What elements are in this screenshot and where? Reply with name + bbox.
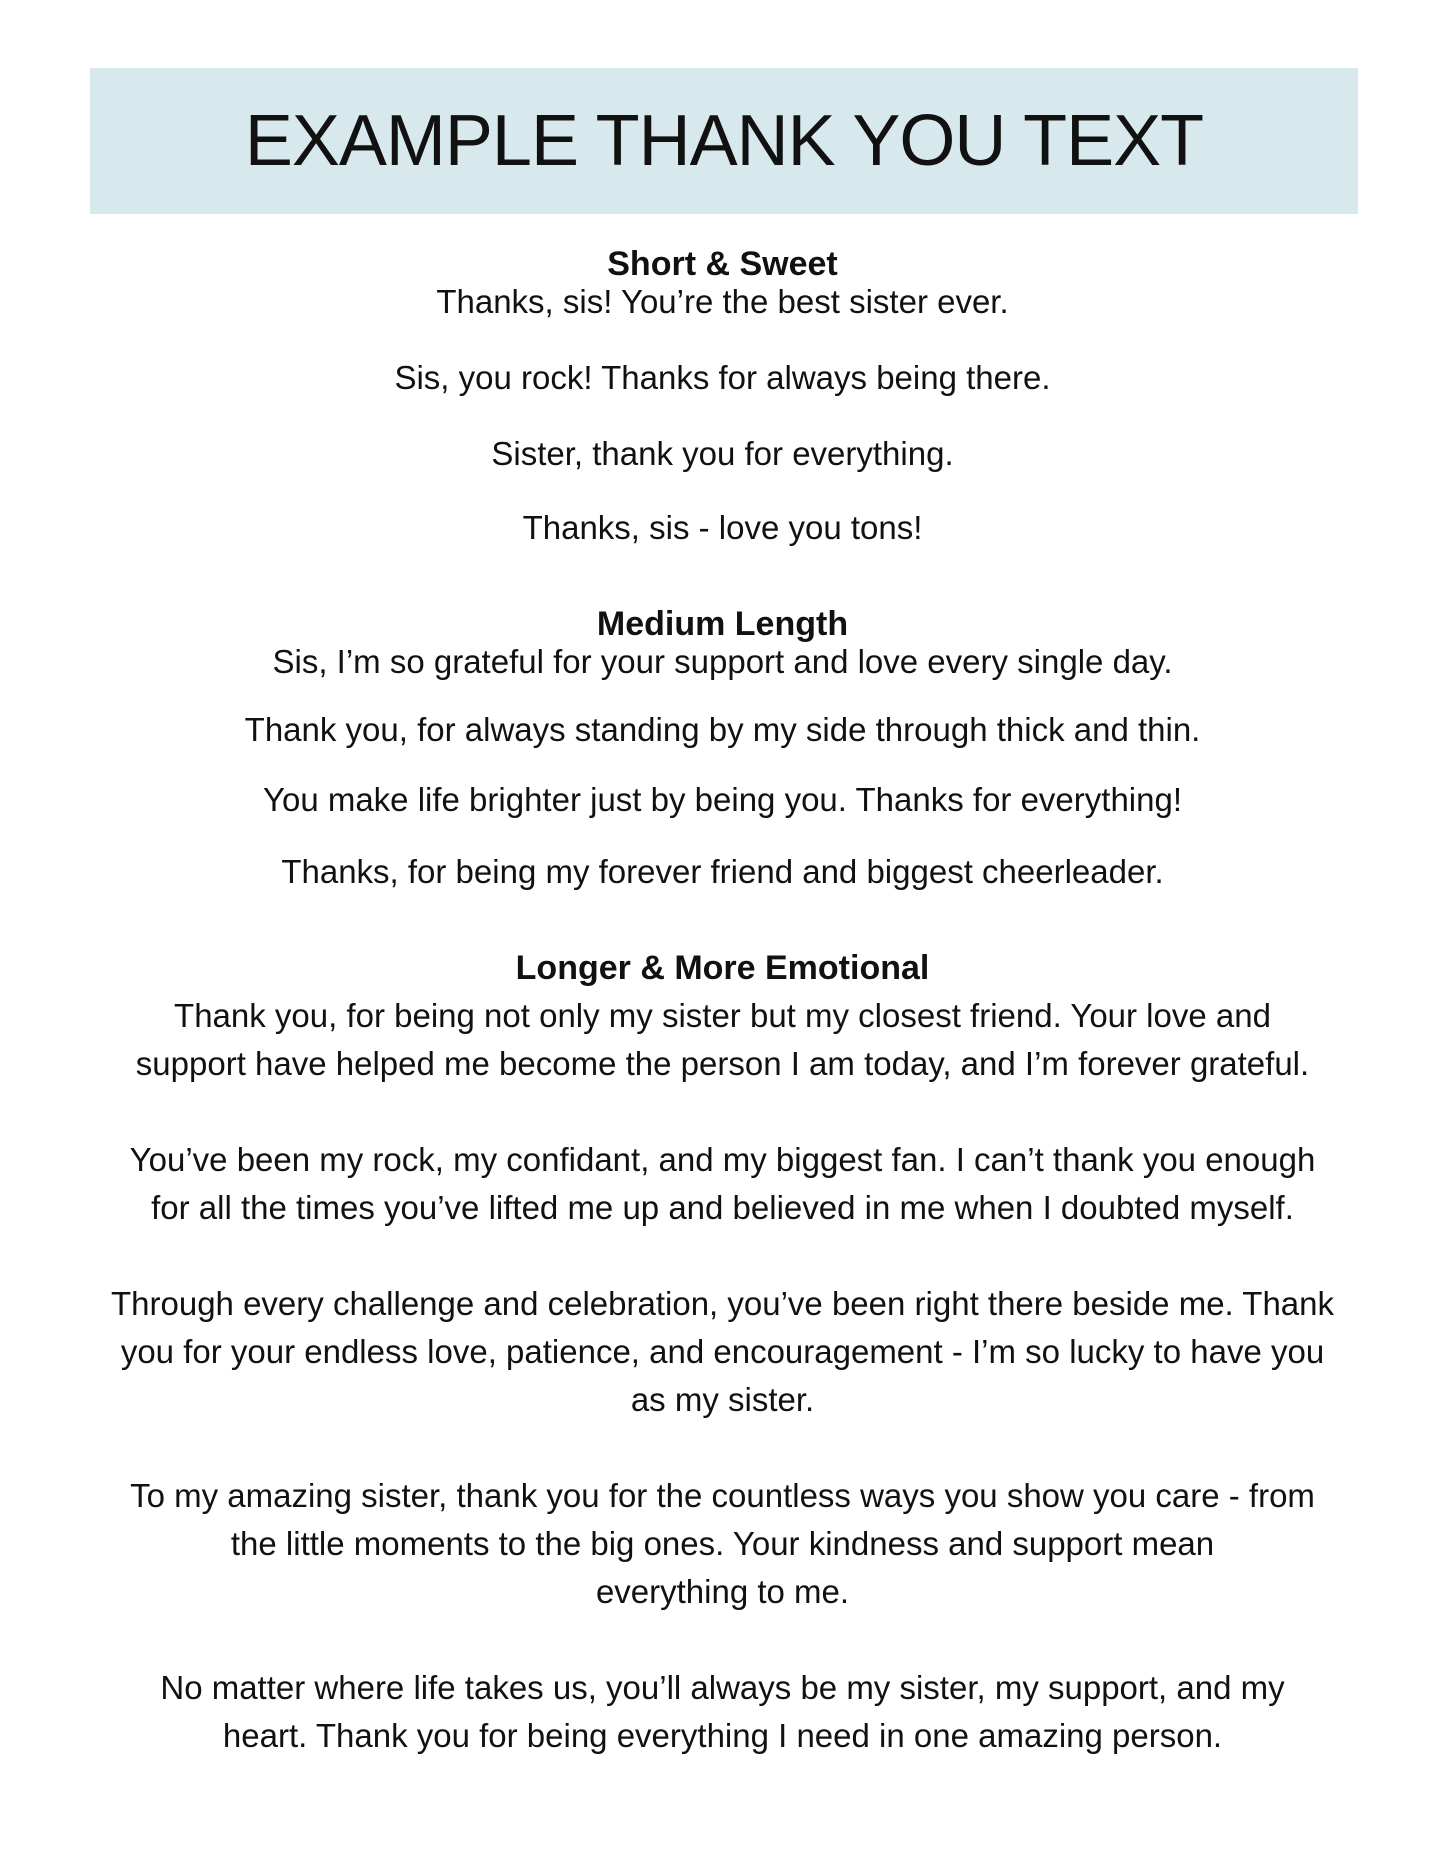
- header-band: [90, 68, 1358, 214]
- long-para-2-line-1: You’ve been my rock, my confidant, and my biggest fan. I can’t thank you enough: [129, 1141, 1316, 1178]
- medium-item-4: Thanks, for being my forever friend and biggest cheerleader.: [281, 853, 1164, 890]
- short-item-2: Sis, you rock! Thanks for always being there.: [394, 359, 1051, 396]
- long-para-1-line-1: Thank you, for being not only my sister but my closest friend. Your love and: [174, 997, 1271, 1034]
- short-item-4: Thanks, sis - love you tons!: [522, 509, 923, 546]
- medium-item-1: Sis, I’m so grateful for your support and love every single day.: [272, 643, 1173, 680]
- short-item-1: Thanks, sis! You’re the best sister ever.: [436, 283, 1009, 320]
- long-para-3-line-1: Through every challenge and celebration, you’ve been right there beside me. Thank: [111, 1285, 1334, 1322]
- section-heading-short-sweet: Short & Sweet: [607, 245, 838, 283]
- short-item-3: Sister, thank you for everything.: [491, 435, 954, 472]
- long-para-4-line-2: the little moments to the big ones. Your kindness and support mean: [230, 1525, 1215, 1562]
- long-para-4-line-3: everything to me.: [595, 1573, 850, 1610]
- section-heading-longer-emotional: Longer & More Emotional: [515, 949, 930, 987]
- section-heading-medium-length: Medium Length: [596, 605, 849, 643]
- long-para-5-line-2: heart. Thank you for being everything I need in one amazing person.: [222, 1717, 1223, 1754]
- medium-item-2: Thank you, for always standing by my side through thick and thin.: [244, 711, 1201, 748]
- long-para-1-line-2: support have helped me become the person I am today, and I’m forever grateful.: [135, 1045, 1310, 1082]
- page-title: EXAMPLE THANK YOU TEXT: [244, 101, 1204, 181]
- long-para-4-line-1: To my amazing sister, thank you for the countless ways you show you care - from: [130, 1477, 1315, 1514]
- medium-item-3: You make life brighter just by being you. Thanks for everything!: [262, 781, 1183, 818]
- long-para-2-line-2: for all the times you’ve lifted me up and believed in me when I doubted myself.: [151, 1189, 1294, 1226]
- long-para-5-line-1: No matter where life takes us, you’ll always be my sister, my support, and my: [160, 1669, 1285, 1706]
- long-para-3-line-2: you for your endless love, patience, and encouragement - I’m so lucky to have you: [120, 1333, 1325, 1370]
- long-para-3-line-3: as my sister.: [630, 1381, 815, 1418]
